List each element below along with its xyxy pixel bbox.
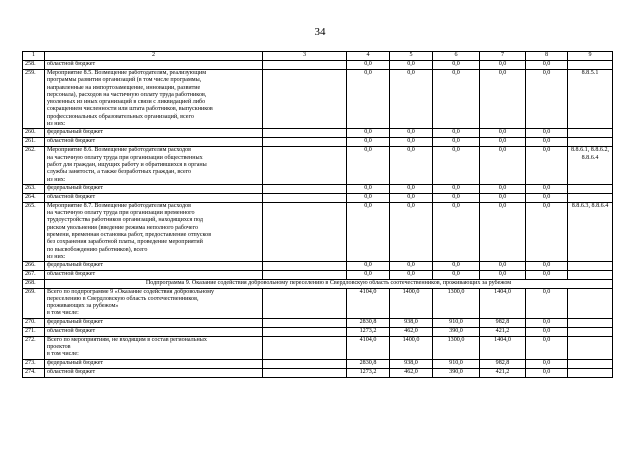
column-3-cell xyxy=(263,147,347,184)
column-4-value: 0,0 xyxy=(347,193,390,202)
column-5-value: 938,0 xyxy=(390,318,433,327)
column-header: 9 xyxy=(568,52,613,61)
column-7-value: 0,0 xyxy=(480,193,526,202)
column-3-cell xyxy=(263,202,347,261)
row-description: Мероприятие 8.7. Возмещение работодателям расходов на частичную оплату труда при организации временного трудоустройства работников организаций, находящихся под риском увольнения (введение режима неполного рабочего времени, временная остановка работ, предоставление отпусков без сохранения заработной платы, проведение мероприятий по высвобождению работников), всего из них: xyxy=(45,202,263,261)
target-reference xyxy=(568,359,613,368)
column-3-cell xyxy=(263,70,347,129)
row-description: Мероприятие 8.6. Возмещение работодателям расходов на частичную оплату труда при организации общественных работ для граждан, ищущих работу и обратившихся в органы службы занятости, а также безработных граждан, всего из них: xyxy=(45,147,263,184)
column-8-value: 0,0 xyxy=(526,359,568,368)
column-6-value: 390,0 xyxy=(433,368,480,377)
column-8-value: 0,0 xyxy=(526,336,568,359)
column-8-value: 0,0 xyxy=(526,138,568,147)
column-8-value: 0,0 xyxy=(526,318,568,327)
column-6-value: 390,0 xyxy=(433,327,480,336)
row-description: Мероприятие 8.5. Возмещение работодателям, реализующим программы развития организаций (в том числе программы, направленные на импортозамещение, инновации, развитие персонала), расходов на частичную оплату труда работников, уволенных из иных организаций в связи с ликвидацией либо сокращением численности или штата работников, выпускников профессиональных образовательных организаций, всего из них: xyxy=(45,70,263,129)
column-6-value: 0,0 xyxy=(433,147,480,184)
target-reference: 8.8.6.3, 8.8.6.4 xyxy=(568,202,613,261)
row-description: федеральный бюджет xyxy=(45,359,263,368)
column-3-cell xyxy=(263,138,347,147)
target-reference: 8.8.6.1, 8.8.6.2, 8.8.6.4 xyxy=(568,147,613,184)
column-5-value: 0,0 xyxy=(390,184,433,193)
target-reference xyxy=(568,271,613,280)
row-number: 268. xyxy=(23,280,45,288)
column-5-value: 0,0 xyxy=(390,262,433,271)
target-reference xyxy=(568,129,613,138)
table-body xyxy=(23,52,613,378)
column-5-value: 0,0 xyxy=(390,147,433,184)
column-6-value: 0,0 xyxy=(433,193,480,202)
row-number: 271. xyxy=(23,327,45,336)
budget-table xyxy=(22,51,613,378)
column-4-value: 2830,8 xyxy=(347,359,390,368)
column-6-value: 0,0 xyxy=(433,184,480,193)
column-6-value: 0,0 xyxy=(433,271,480,280)
column-5-value: 938,0 xyxy=(390,359,433,368)
column-8-value: 0,0 xyxy=(526,193,568,202)
table-row xyxy=(23,70,613,129)
column-4-value: 0,0 xyxy=(347,138,390,147)
column-header: 6 xyxy=(433,52,480,61)
column-6-value: 0,0 xyxy=(433,129,480,138)
column-7-value: 0,0 xyxy=(480,70,526,129)
column-5-value: 1400,0 xyxy=(390,336,433,359)
row-description: федеральный бюджет xyxy=(45,318,263,327)
column-5-value: 0,0 xyxy=(390,202,433,261)
column-6-value: 910,0 xyxy=(433,318,480,327)
table-row xyxy=(23,368,613,377)
row-number: 273. xyxy=(23,359,45,368)
column-4-value: 0,0 xyxy=(347,271,390,280)
column-6-value: 0,0 xyxy=(433,202,480,261)
column-4-value: 0,0 xyxy=(347,202,390,261)
column-header: 1 xyxy=(23,52,45,61)
row-description: Всего по подпрограмме 9 «Оказание содействия добровольному переселению в Свердловскую область соотечественников, проживающих за рубежом» в том числе: xyxy=(45,288,263,318)
column-7-value: 0,0 xyxy=(480,202,526,261)
column-7-value: 982,8 xyxy=(480,318,526,327)
column-8-value: 0,0 xyxy=(526,288,568,318)
page-number: 34 xyxy=(314,26,326,38)
row-number: 262. xyxy=(23,147,45,184)
row-number: 270. xyxy=(23,318,45,327)
column-6-value: 0,0 xyxy=(433,138,480,147)
column-5-value: 0,0 xyxy=(390,61,433,70)
column-7-value: 982,8 xyxy=(480,359,526,368)
column-3-cell xyxy=(263,368,347,377)
column-5-value: 0,0 xyxy=(390,138,433,147)
column-4-value: 4104,0 xyxy=(347,288,390,318)
column-7-value: 421,2 xyxy=(480,327,526,336)
column-7-value: 0,0 xyxy=(480,61,526,70)
column-3-cell xyxy=(263,129,347,138)
column-8-value: 0,0 xyxy=(526,129,568,138)
table-row xyxy=(23,327,613,336)
column-3-cell xyxy=(263,336,347,359)
column-5-value: 0,0 xyxy=(390,129,433,138)
column-header: 8 xyxy=(526,52,568,61)
row-number: 265. xyxy=(23,202,45,261)
row-number: 269. xyxy=(23,288,45,318)
table-row xyxy=(23,129,613,138)
column-3-cell xyxy=(263,193,347,202)
column-7-value: 0,0 xyxy=(480,184,526,193)
table-row xyxy=(23,262,613,271)
column-header: 3 xyxy=(263,52,347,61)
column-7-value: 421,2 xyxy=(480,368,526,377)
target-reference xyxy=(568,262,613,271)
column-8-value: 0,0 xyxy=(526,202,568,261)
row-description: областной бюджет xyxy=(45,327,263,336)
target-reference xyxy=(568,327,613,336)
column-6-value: 0,0 xyxy=(433,61,480,70)
row-number: 261. xyxy=(23,138,45,147)
column-8-value: 0,0 xyxy=(526,327,568,336)
column-4-value: 0,0 xyxy=(347,262,390,271)
row-number: 267. xyxy=(23,271,45,280)
column-8-value: 0,0 xyxy=(526,70,568,129)
row-description: федеральный бюджет xyxy=(45,262,263,271)
column-5-value: 462,0 xyxy=(390,368,433,377)
column-header: 2 xyxy=(45,52,263,61)
column-header: 4 xyxy=(347,52,390,61)
column-5-value: 462,0 xyxy=(390,327,433,336)
column-5-value: 1400,0 xyxy=(390,288,433,318)
column-4-value: 4104,0 xyxy=(347,336,390,359)
column-8-value: 0,0 xyxy=(526,262,568,271)
column-5-value: 0,0 xyxy=(390,193,433,202)
table-header-row xyxy=(23,52,613,61)
column-6-value: 0,0 xyxy=(433,262,480,271)
row-number: 263. xyxy=(23,184,45,193)
column-7-value: 1404,0 xyxy=(480,288,526,318)
column-3-cell xyxy=(263,262,347,271)
table-row xyxy=(23,318,613,327)
column-3-cell xyxy=(263,318,347,327)
column-4-value: 2830,8 xyxy=(347,318,390,327)
row-number: 266. xyxy=(23,262,45,271)
table-row xyxy=(23,359,613,368)
column-4-value: 0,0 xyxy=(347,129,390,138)
target-reference xyxy=(568,184,613,193)
column-4-value: 0,0 xyxy=(347,70,390,129)
row-description: областной бюджет xyxy=(45,193,263,202)
column-3-cell xyxy=(263,359,347,368)
table-row xyxy=(23,147,613,184)
row-number: 259. xyxy=(23,70,45,129)
column-6-value: 1300,0 xyxy=(433,288,480,318)
table-row xyxy=(23,288,613,318)
target-reference xyxy=(568,368,613,377)
column-5-value: 0,0 xyxy=(390,70,433,129)
row-number: 260. xyxy=(23,129,45,138)
column-4-value: 1273,2 xyxy=(347,368,390,377)
column-3-cell xyxy=(263,271,347,280)
row-description: областной бюджет xyxy=(45,368,263,377)
row-number: 272. xyxy=(23,336,45,359)
row-description: федеральный бюджет xyxy=(45,184,263,193)
row-description: Всего по мероприятиям, не входящим в состав региональных проектов в том числе: xyxy=(45,336,263,359)
column-3-cell xyxy=(263,61,347,70)
target-reference xyxy=(568,138,613,147)
table-row xyxy=(23,193,613,202)
row-number: 258. xyxy=(23,61,45,70)
column-8-value: 0,0 xyxy=(526,184,568,193)
table-row xyxy=(23,202,613,261)
row-description: областной бюджет xyxy=(45,61,263,70)
target-reference: 8.8.5.1 xyxy=(568,70,613,129)
column-7-value: 0,0 xyxy=(480,271,526,280)
table-row xyxy=(23,336,613,359)
table-row xyxy=(23,61,613,70)
column-7-value: 0,0 xyxy=(480,262,526,271)
table-row xyxy=(23,271,613,280)
column-6-value: 0,0 xyxy=(433,70,480,129)
row-description: федеральный бюджет xyxy=(45,129,263,138)
target-reference xyxy=(568,288,613,318)
column-4-value: 0,0 xyxy=(347,61,390,70)
column-3-cell xyxy=(263,327,347,336)
column-3-cell xyxy=(263,288,347,318)
row-number: 264. xyxy=(23,193,45,202)
row-description: областной бюджет xyxy=(45,271,263,280)
column-6-value: 1300,0 xyxy=(433,336,480,359)
column-8-value: 0,0 xyxy=(526,368,568,377)
target-reference xyxy=(568,61,613,70)
target-reference xyxy=(568,336,613,359)
column-8-value: 0,0 xyxy=(526,271,568,280)
column-4-value: 0,0 xyxy=(347,184,390,193)
table-row xyxy=(23,138,613,147)
column-4-value: 0,0 xyxy=(347,147,390,184)
table-row xyxy=(23,280,613,288)
table-row xyxy=(23,184,613,193)
row-description: областной бюджет xyxy=(45,138,263,147)
column-4-value: 1273,2 xyxy=(347,327,390,336)
column-5-value: 0,0 xyxy=(390,271,433,280)
column-8-value: 0,0 xyxy=(526,147,568,184)
column-7-value: 0,0 xyxy=(480,147,526,184)
column-header: 5 xyxy=(390,52,433,61)
column-7-value: 0,0 xyxy=(480,129,526,138)
column-6-value: 910,0 xyxy=(433,359,480,368)
column-header: 7 xyxy=(480,52,526,61)
target-reference xyxy=(568,193,613,202)
row-number: 274. xyxy=(23,368,45,377)
target-reference xyxy=(568,318,613,327)
subprogram-heading: Подпрограмма 9. Оказание содействия добровольному переселению в Свердловскую область соотечественников, проживающих за рубежом xyxy=(45,280,613,288)
column-7-value: 1404,0 xyxy=(480,336,526,359)
column-8-value: 0,0 xyxy=(526,61,568,70)
column-7-value: 0,0 xyxy=(480,138,526,147)
column-3-cell xyxy=(263,184,347,193)
